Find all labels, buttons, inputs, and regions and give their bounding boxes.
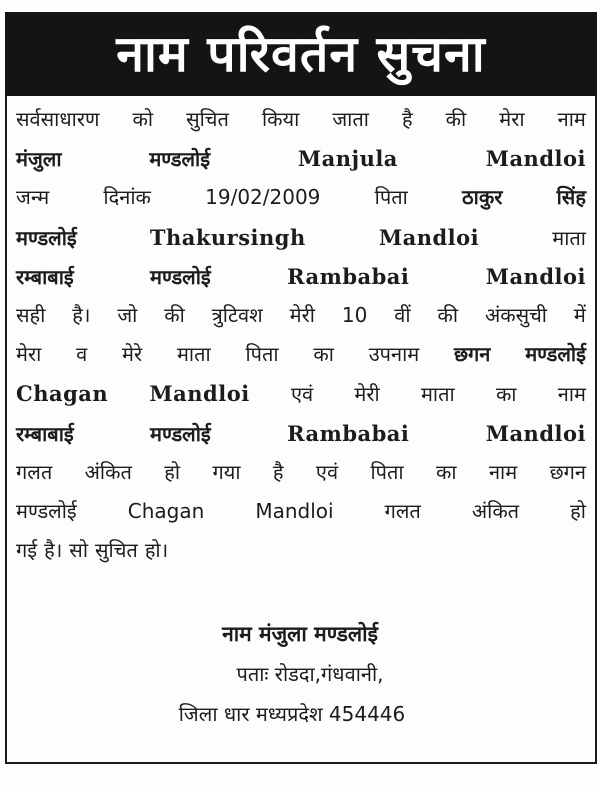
word: मेरा [16,342,42,367]
word: Thakursingh [149,224,306,250]
word: नाम [557,382,586,407]
word: माता [552,225,586,250]
word: है। [44,538,63,563]
word: जन्म [16,185,50,210]
word: गलत [16,459,53,484]
word: मण्डलोई [150,264,211,289]
word: माता [176,342,211,367]
word: मण्डलोई [149,147,211,172]
word: का [313,342,334,367]
word: गई [16,538,38,563]
notice-header-bar [5,12,597,96]
body-line-7 [16,335,586,374]
word: अंकसुची [484,302,547,327]
word: Mandloi [378,224,480,250]
word: नाम [488,459,518,484]
word: जो [117,302,138,327]
word: मेरा [499,107,525,131]
word: Chagan [127,498,205,523]
word: Mandloi [255,498,334,523]
word: की [164,302,185,327]
word: रम्बाबाई [16,264,74,289]
word: है [272,459,284,484]
word: Mandloi [485,420,586,446]
word: मंजुला [16,147,62,172]
word: में [573,302,586,327]
word: को [132,107,154,131]
body-line-6 [16,296,586,335]
word: सही [16,302,46,327]
body-line-12 [16,531,586,570]
word: Rambabai [287,420,410,446]
word: हो [164,459,181,484]
word: सो [69,538,88,563]
word: व [76,342,88,367]
word: पिता [245,342,279,367]
word: का [495,382,517,407]
word: नाम [557,107,586,131]
word: मेरी [289,302,315,327]
word: माता [420,382,455,407]
word: एवं [315,459,339,484]
word: दिनांक [103,185,151,210]
body-line-10 [16,453,586,492]
word: 10 [341,302,368,327]
word: मण्डलोई [16,225,77,250]
word: एवं [290,382,314,407]
word: की [445,107,467,131]
body-line-2 [16,139,586,178]
word: जाता [332,107,369,131]
word: Mandloi [485,263,586,289]
word: Chagan [16,381,109,407]
word: हो [570,498,586,523]
body-line-5 [16,257,586,296]
word: मेरे [122,342,143,367]
word: सुचित [186,107,229,131]
word: Manjula [297,146,398,172]
word: है [402,107,413,131]
word: का [436,459,457,484]
body-line-9 [16,414,586,453]
word: मण्डलोई [16,498,77,523]
word: अंकित [471,498,520,523]
word: पिता [370,459,404,484]
signatory-name: नाम मंजुला मण्डलोई [222,622,378,646]
word: किया [261,107,300,131]
word: त्रुटिवश [211,302,263,327]
word: मण्डलोई [150,421,211,446]
body-line-4 [16,218,586,257]
body-line-3 [16,178,586,217]
word: सुचित [95,538,138,563]
notice-body [16,100,586,570]
word: गया [212,459,241,484]
birth-date: 19/02/2009 [205,185,321,210]
notice-title: नाम परिवर्तन सुचना [116,25,486,83]
word: Rambabai [287,263,410,289]
word: Mandloi [149,381,250,407]
word: मण्डलोई [525,342,586,367]
word: सर्वसाधारण [16,107,100,131]
word: रम्बाबाई [16,421,74,446]
word: की [437,302,459,327]
word: वीं [394,302,411,327]
word: उपनाम [368,342,420,367]
word: अंकित [84,459,132,484]
signatory-address-line-1: पताः रोडदा,गंधवानी, [236,662,384,686]
word: पिता [374,185,408,210]
word: ठाकुर [462,185,503,210]
word: हो। [144,538,169,563]
word: सिंह [556,185,586,210]
word: है। [72,302,91,327]
word: छगन [549,459,586,484]
word: Mandloi [485,146,586,172]
word: छगन [454,342,491,367]
word: मेरी [354,382,380,407]
body-line-11 [16,492,586,531]
body-line-1 [16,100,586,139]
body-line-8 [16,374,586,413]
word: गलत [384,498,421,523]
signatory-address-line-2: जिला धार मध्यप्रदेश 454446 [178,702,406,726]
